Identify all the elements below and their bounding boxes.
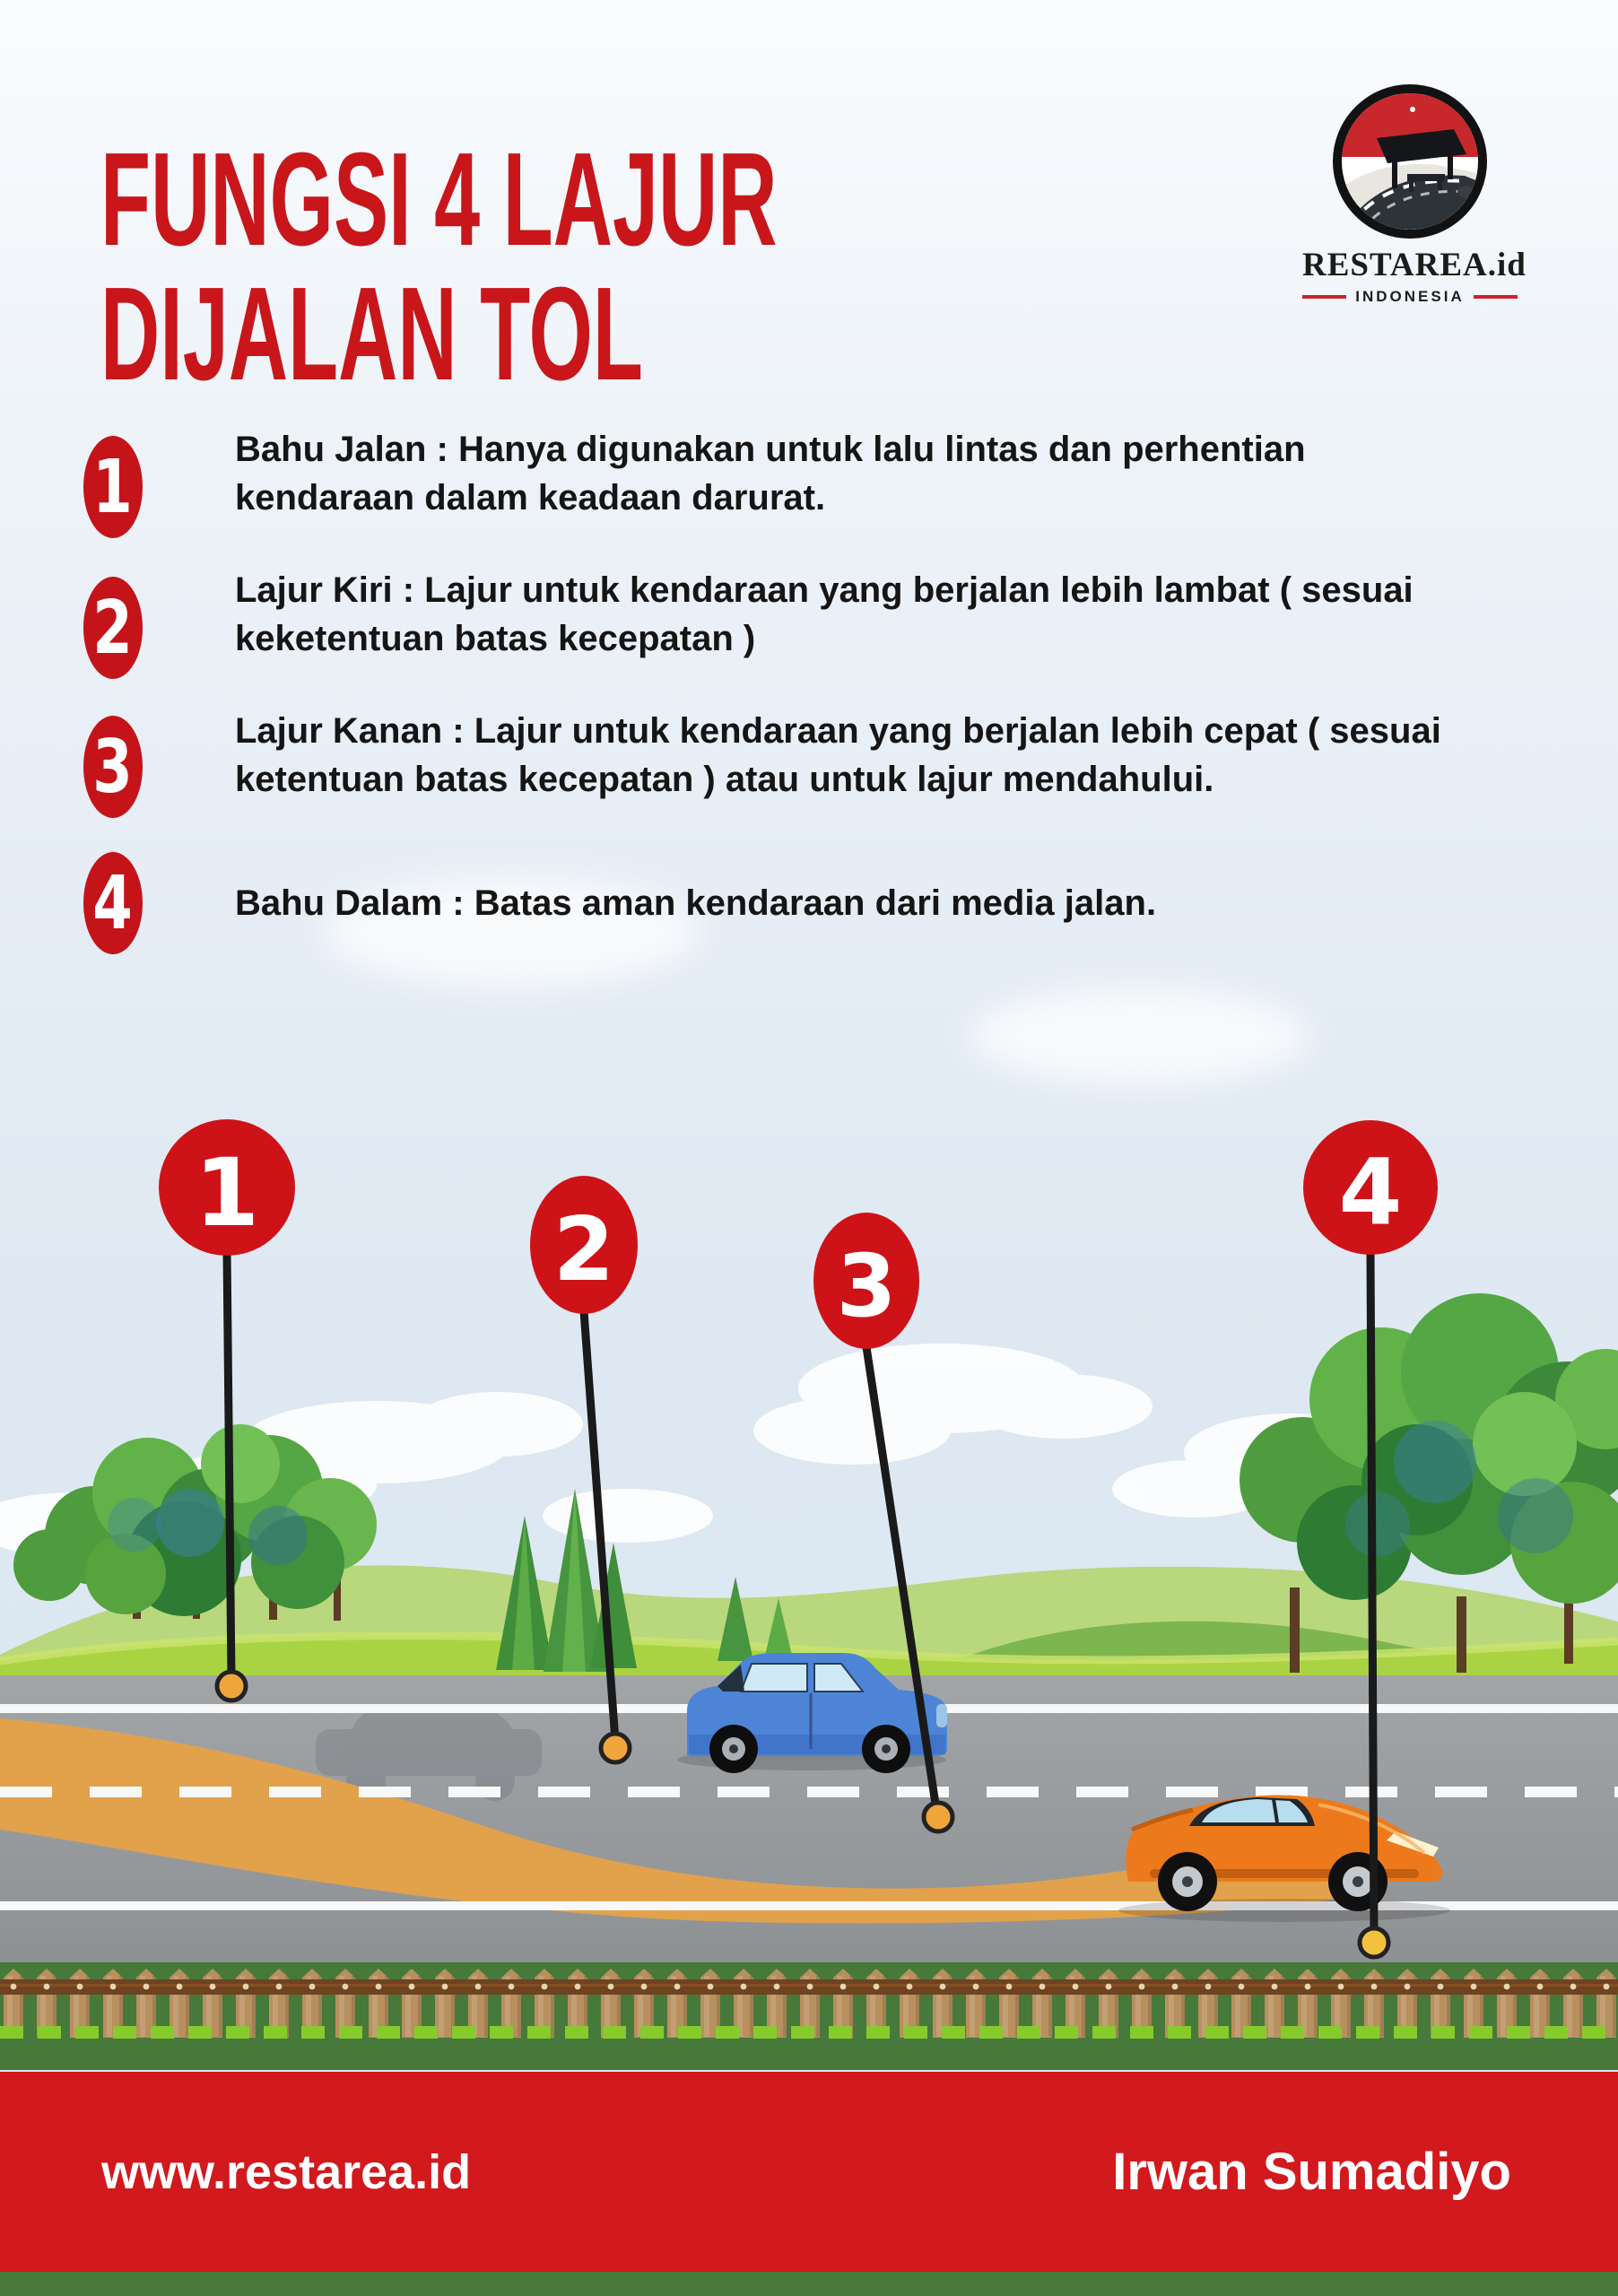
list-badge-2	[83, 577, 143, 679]
logo-country-row	[1302, 288, 1518, 306]
fence	[0, 1962, 1618, 2070]
restarea-logo	[1302, 83, 1527, 306]
list-item-3	[235, 707, 1562, 804]
marker-number-4: 4	[1338, 1139, 1403, 1247]
logo-brand-text: RESTAREA.id	[1302, 247, 1527, 283]
list-item-line: Lajur Kiri : Lajur untuk kendaraan yang berjalan lebih lambat ( sesuai	[235, 570, 1414, 610]
marker-number-3: 3	[836, 1236, 897, 1336]
list-item-line: Bahu Dalam : Batas aman kendaraan dari media jalan.	[235, 883, 1157, 923]
badge-number: 4	[92, 860, 134, 946]
list-item-4	[235, 879, 1562, 927]
footer-website: www.restarea.id	[101, 2144, 472, 2199]
title-line1: FUNGSI 4 LAJUR	[100, 126, 778, 274]
restarea-logo-icon	[1330, 83, 1490, 240]
list-item-line: ketentuan batas kecepatan ) atau untuk lajur mendahului.	[235, 760, 1214, 799]
badge-number: 3	[92, 724, 134, 810]
marker-dot-4	[1360, 1928, 1388, 1957]
list-item-line: kendaraan dalam keadaan darurat.	[235, 478, 826, 517]
marker-number-1: 1	[194, 1138, 260, 1248]
list-badge-1	[83, 436, 143, 538]
badge-number: 1	[92, 444, 134, 530]
list-item-line: Lajur Kanan : Lajur untuk kendaraan yang berjalan lebih cepat ( sesuai	[235, 711, 1441, 751]
logo-dash-right	[1474, 295, 1518, 299]
marker-number-2: 2	[552, 1199, 615, 1301]
marker-dot-1	[217, 1672, 246, 1700]
marker-dot-3	[924, 1803, 953, 1831]
page-title	[100, 126, 1192, 408]
list-item-line: Bahu Jalan : Hanya digunakan untuk lalu lintas dan perhentian	[235, 430, 1306, 469]
marker-dot-2	[601, 1734, 630, 1762]
bottom-green-strip	[0, 2272, 1618, 2296]
list-item-1	[235, 425, 1562, 522]
badge-number: 2	[92, 585, 134, 671]
footer-author: Irwan Sumadiyo	[1112, 2143, 1511, 2201]
logo-dash-left	[1302, 295, 1346, 299]
list-badge-3	[83, 716, 143, 818]
road-illustration	[0, 1103, 1618, 2072]
list-item-line: keketentuan batas kecepatan )	[235, 619, 756, 658]
list-item-2	[235, 566, 1562, 663]
logo-country-text: INDONESIA	[1355, 288, 1465, 305]
list-badge-4	[83, 852, 143, 954]
title-line2: DIJALAN TOL	[100, 260, 643, 408]
footer-band	[0, 2072, 1618, 2272]
cloud	[969, 987, 1309, 1085]
